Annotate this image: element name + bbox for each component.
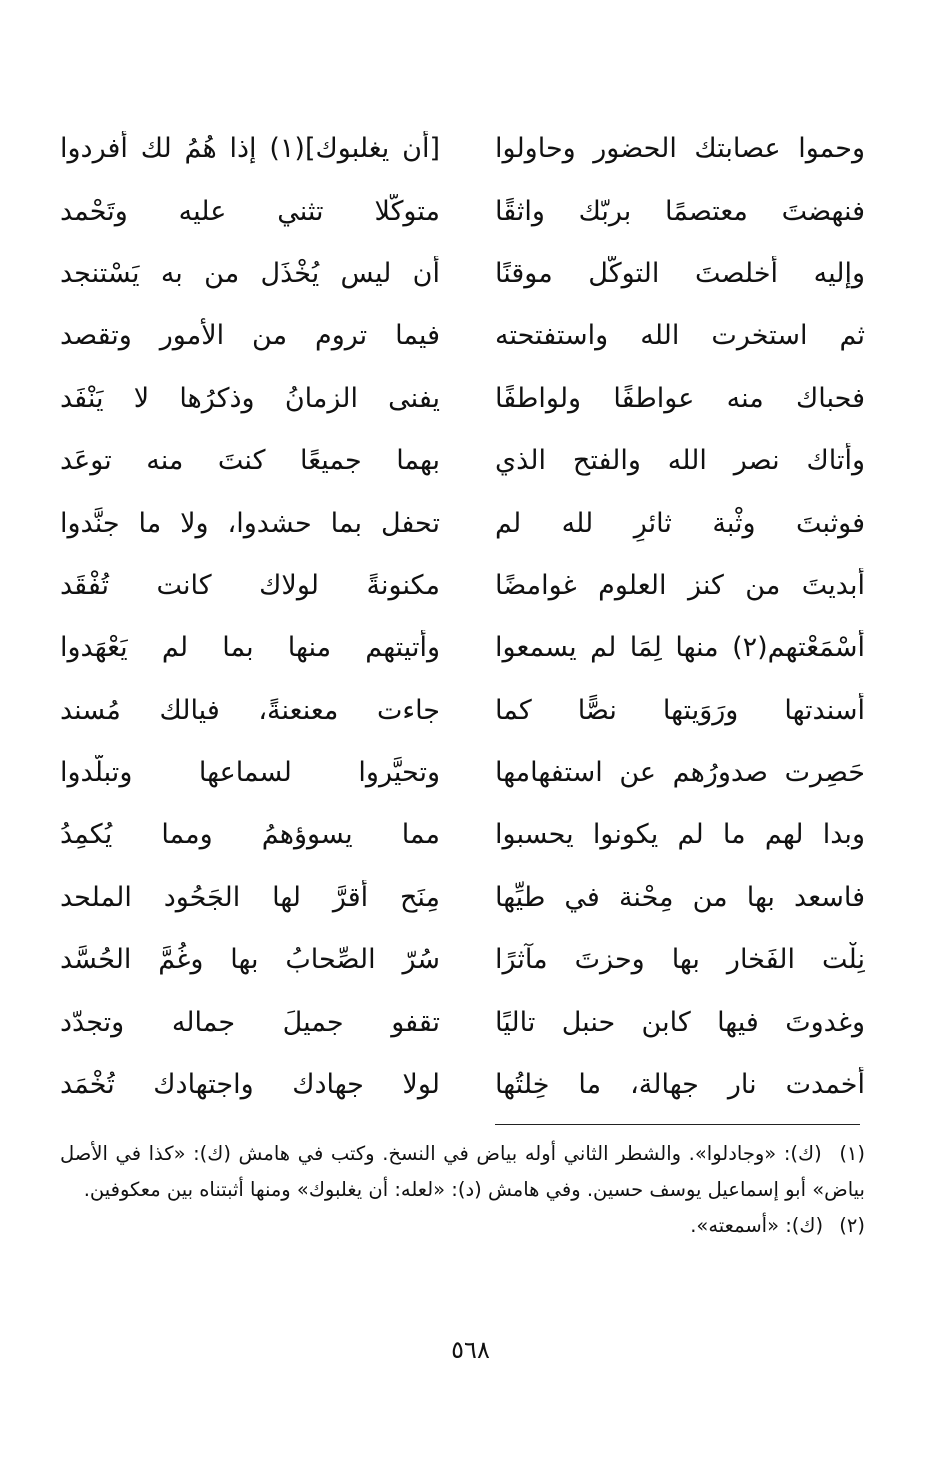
verse xyxy=(60,305,865,367)
footnote-number: (٢) xyxy=(839,1214,865,1237)
verse-first-hemistich: حَصِرت صدورُهم عن استفهامها xyxy=(495,757,865,789)
verse xyxy=(60,680,865,742)
verse-second-hemistich: يفنى الزمانُ وذكرُها لا يَنْفَد xyxy=(60,382,440,414)
verse xyxy=(60,118,865,180)
verse-first-hemistich: وبدا لهم ما لم يكونوا يحسبوا xyxy=(495,819,865,851)
verse-first-hemistich: فاسعد بها من مِحْنة في طيِّها xyxy=(495,881,865,913)
verse-second-hemistich: جاءت معنعنةً، فيالك مُسند xyxy=(60,694,440,726)
verse-second-hemistich: بهما جميعًا كنتَ منه توعَد xyxy=(60,445,440,477)
verse xyxy=(60,929,865,991)
verse-first-hemistich: أخمدت نار جهالة، ما خِلتُها xyxy=(495,1069,865,1101)
verse-first-hemistich: وإليه أخلصتَ التوكّل موقنًا xyxy=(495,257,865,289)
footnote xyxy=(60,1208,865,1244)
verse xyxy=(60,243,865,305)
verse xyxy=(60,1054,865,1116)
verse-second-hemistich: [أن يغلبوك](١) إذا هُمُ لك أفردوا xyxy=(60,133,440,165)
verse-first-hemistich: نِلْت الفَخار بها وحزتَ مآثرًا xyxy=(495,944,865,976)
verse-second-hemistich: مِنَح أقرَّ لها الجَحُود الملحد xyxy=(60,881,440,913)
verse-second-hemistich: تحفل بما حشدوا، ولا ما جنَّدوا xyxy=(60,507,440,539)
footnotes xyxy=(60,1136,865,1244)
verse-first-hemistich: فنهضتَ معتصمًا بربّك واثقًا xyxy=(495,195,865,227)
verse-second-hemistich: أن ليس يُخْذَل من به يَسْتنجد xyxy=(60,257,440,289)
verse-second-hemistich: سُرّ الصِّحابُ بها وغُمَّ الحُسَّد xyxy=(60,944,440,976)
footnote-text: (ك): «أسمعته». xyxy=(690,1214,824,1237)
poem xyxy=(60,118,865,1116)
verse xyxy=(60,430,865,492)
verse-second-hemistich: وتحيَّروا لسماعها وتبلَّدوا xyxy=(60,757,440,789)
verse-second-hemistich: وأتيتهم منها بما لم يَعْهَدوا xyxy=(60,632,440,664)
verse-first-hemistich: أسندتها ورَوَيتها نصًّا كما xyxy=(495,694,865,726)
verse-first-hemistich: أسْمَعْتهم(٢) منها لِمَا لم يسمعوا xyxy=(495,632,865,664)
verse-first-hemistich: فوثبتَ وثْبة ثائرٍ لله لم xyxy=(495,507,865,539)
verse xyxy=(60,867,865,929)
verse xyxy=(60,804,865,866)
verse-first-hemistich: وغدوتَ فيها كابن حنبل تاليًا xyxy=(495,1006,865,1038)
footnote-number: (١) xyxy=(839,1142,866,1165)
verse-first-hemistich: وحموا عصابتك الحضور وحاولوا xyxy=(495,133,865,165)
verse-second-hemistich: تقفو جميلَ جماله وتجدّد xyxy=(60,1006,440,1038)
verse-second-hemistich: متوكّلا تثني عليه وتَحْمد xyxy=(60,195,440,227)
verse-second-hemistich: فيما تروم من الأمور وتقصد xyxy=(60,320,440,352)
verse-first-hemistich: فحباك منه عواطفًا ولواطفًا xyxy=(495,382,865,414)
verse xyxy=(60,180,865,242)
verse xyxy=(60,555,865,617)
verse xyxy=(60,617,865,679)
verse-second-hemistich: مما يسوؤهمُ ومما يُكمِدُ xyxy=(60,819,440,851)
verse-first-hemistich: أبديتَ من كنز العلوم غوامضًا xyxy=(495,569,865,601)
footnote xyxy=(60,1136,865,1208)
footnote-separator xyxy=(495,1124,860,1125)
verse-second-hemistich: لولا جهادك واجتهادك تُخْمَد xyxy=(60,1069,440,1101)
verse xyxy=(60,742,865,804)
verse-first-hemistich: ثم استخرت الله واستفتحته xyxy=(495,320,865,352)
verse xyxy=(60,368,865,430)
verse xyxy=(60,492,865,554)
verse xyxy=(60,991,865,1053)
page-number: ٥٦٨ xyxy=(451,1336,490,1364)
verse-second-hemistich: مكنونةً لولاك كانت تُفْقَد xyxy=(60,569,440,601)
verse-first-hemistich: وأتاك نصر الله والفتح الذي xyxy=(495,445,865,477)
footnote-text: (ك): «وجادلوا». والشطر الثاني أوله بياض في النسخ. وكتب في هامش (ك): «كذا في الأصل بياض» أبو إسماعيل يوسف حسين. وفي هامش (د): «لعله: أن يغلبوك» ومنها أثبتناه بين معكوفين. xyxy=(60,1142,865,1201)
